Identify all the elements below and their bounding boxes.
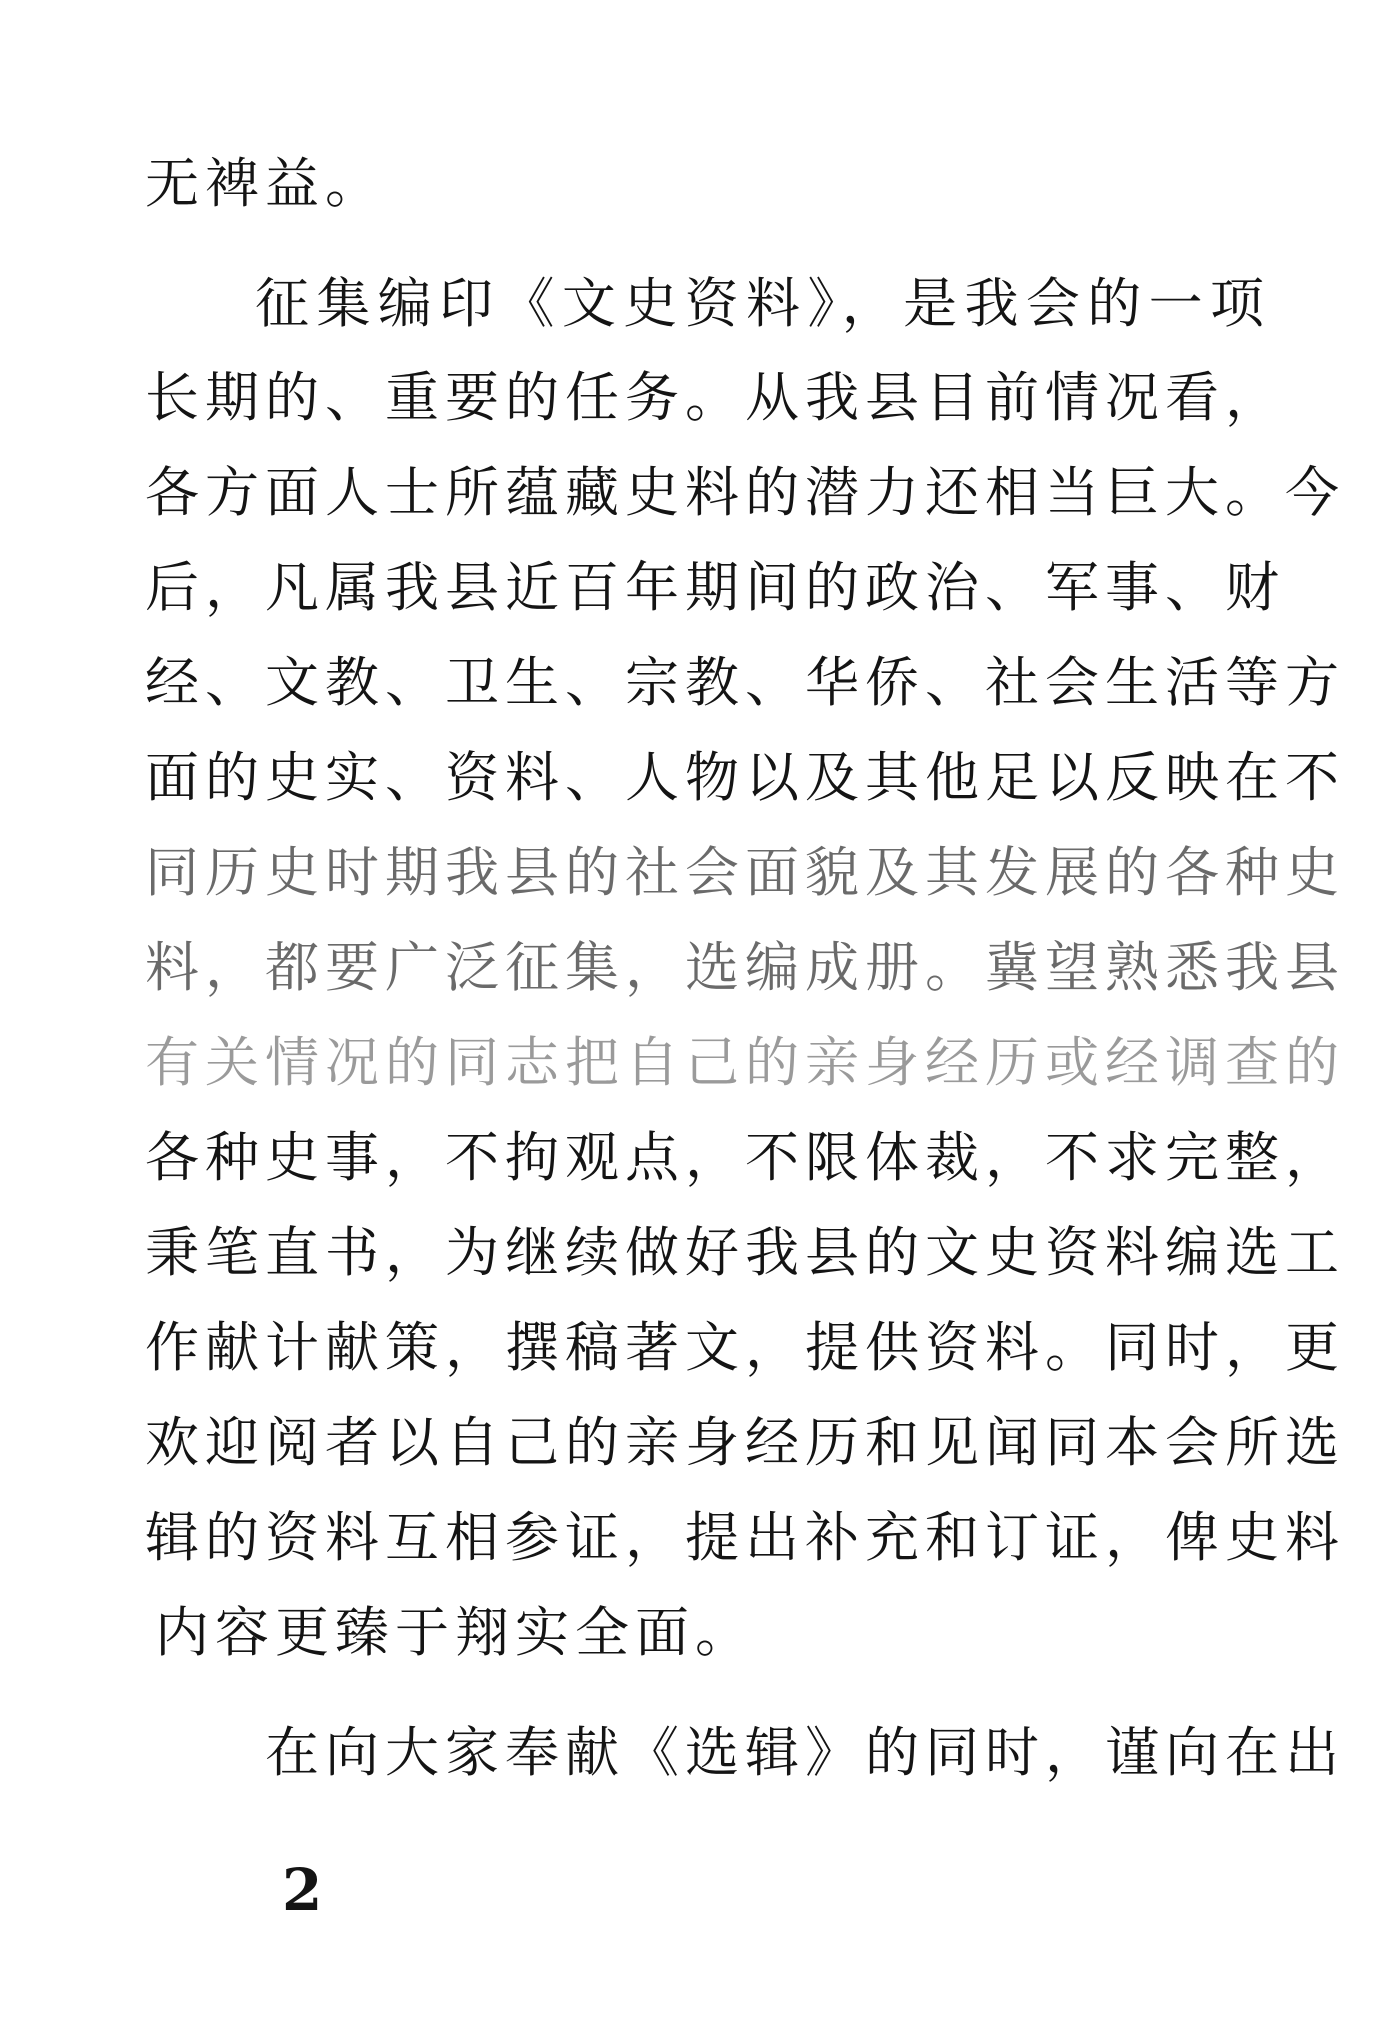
text-line: 有关情况的同志把自己的亲身经历或经调查的 [145, 1031, 1345, 1094]
text-line: 内容更臻于翔实全面。 [155, 1601, 755, 1664]
text-line: 长期的、重要的任务。从我县目前情况看， [145, 366, 1285, 429]
paragraph-start-line: 征集编印《文史资料》，是我会的一项 [255, 272, 1270, 335]
text-line: 辑的资料互相参证，提出补充和订证，俾史料 [145, 1506, 1345, 1569]
text-line: 经、文教、卫生、宗教、华侨、社会生活等方 [145, 651, 1345, 714]
text-line: 欢迎阅者以自己的亲身经历和见闻同本会所选 [145, 1411, 1345, 1474]
text-line: 无裨益。 [145, 152, 385, 215]
paragraph-start-line: 在向大家奉献《选辑》的同时，谨向在出 [265, 1721, 1345, 1784]
text-line: 各种史事，不拘观点，不限体裁，不求完整， [145, 1126, 1345, 1189]
page-number: 2 [282, 1856, 323, 1924]
text-line: 各方面人士所蕴藏史料的潜力还相当巨大。今 [145, 461, 1345, 524]
text-line: 料，都要广泛征集，选编成册。冀望熟悉我县 [145, 936, 1345, 999]
text-line: 秉笔直书，为继续做好我县的文史资料编选工 [145, 1221, 1345, 1284]
text-line: 同历史时期我县的社会面貌及其发展的各种史 [145, 841, 1345, 904]
text-line: 面的史实、资料、人物以及其他足以反映在不 [145, 746, 1345, 809]
text-line: 作献计献策，撰稿著文，提供资料。同时，更 [145, 1316, 1345, 1379]
text-line: 后，凡属我县近百年期间的政治、军事、财 [145, 556, 1285, 619]
